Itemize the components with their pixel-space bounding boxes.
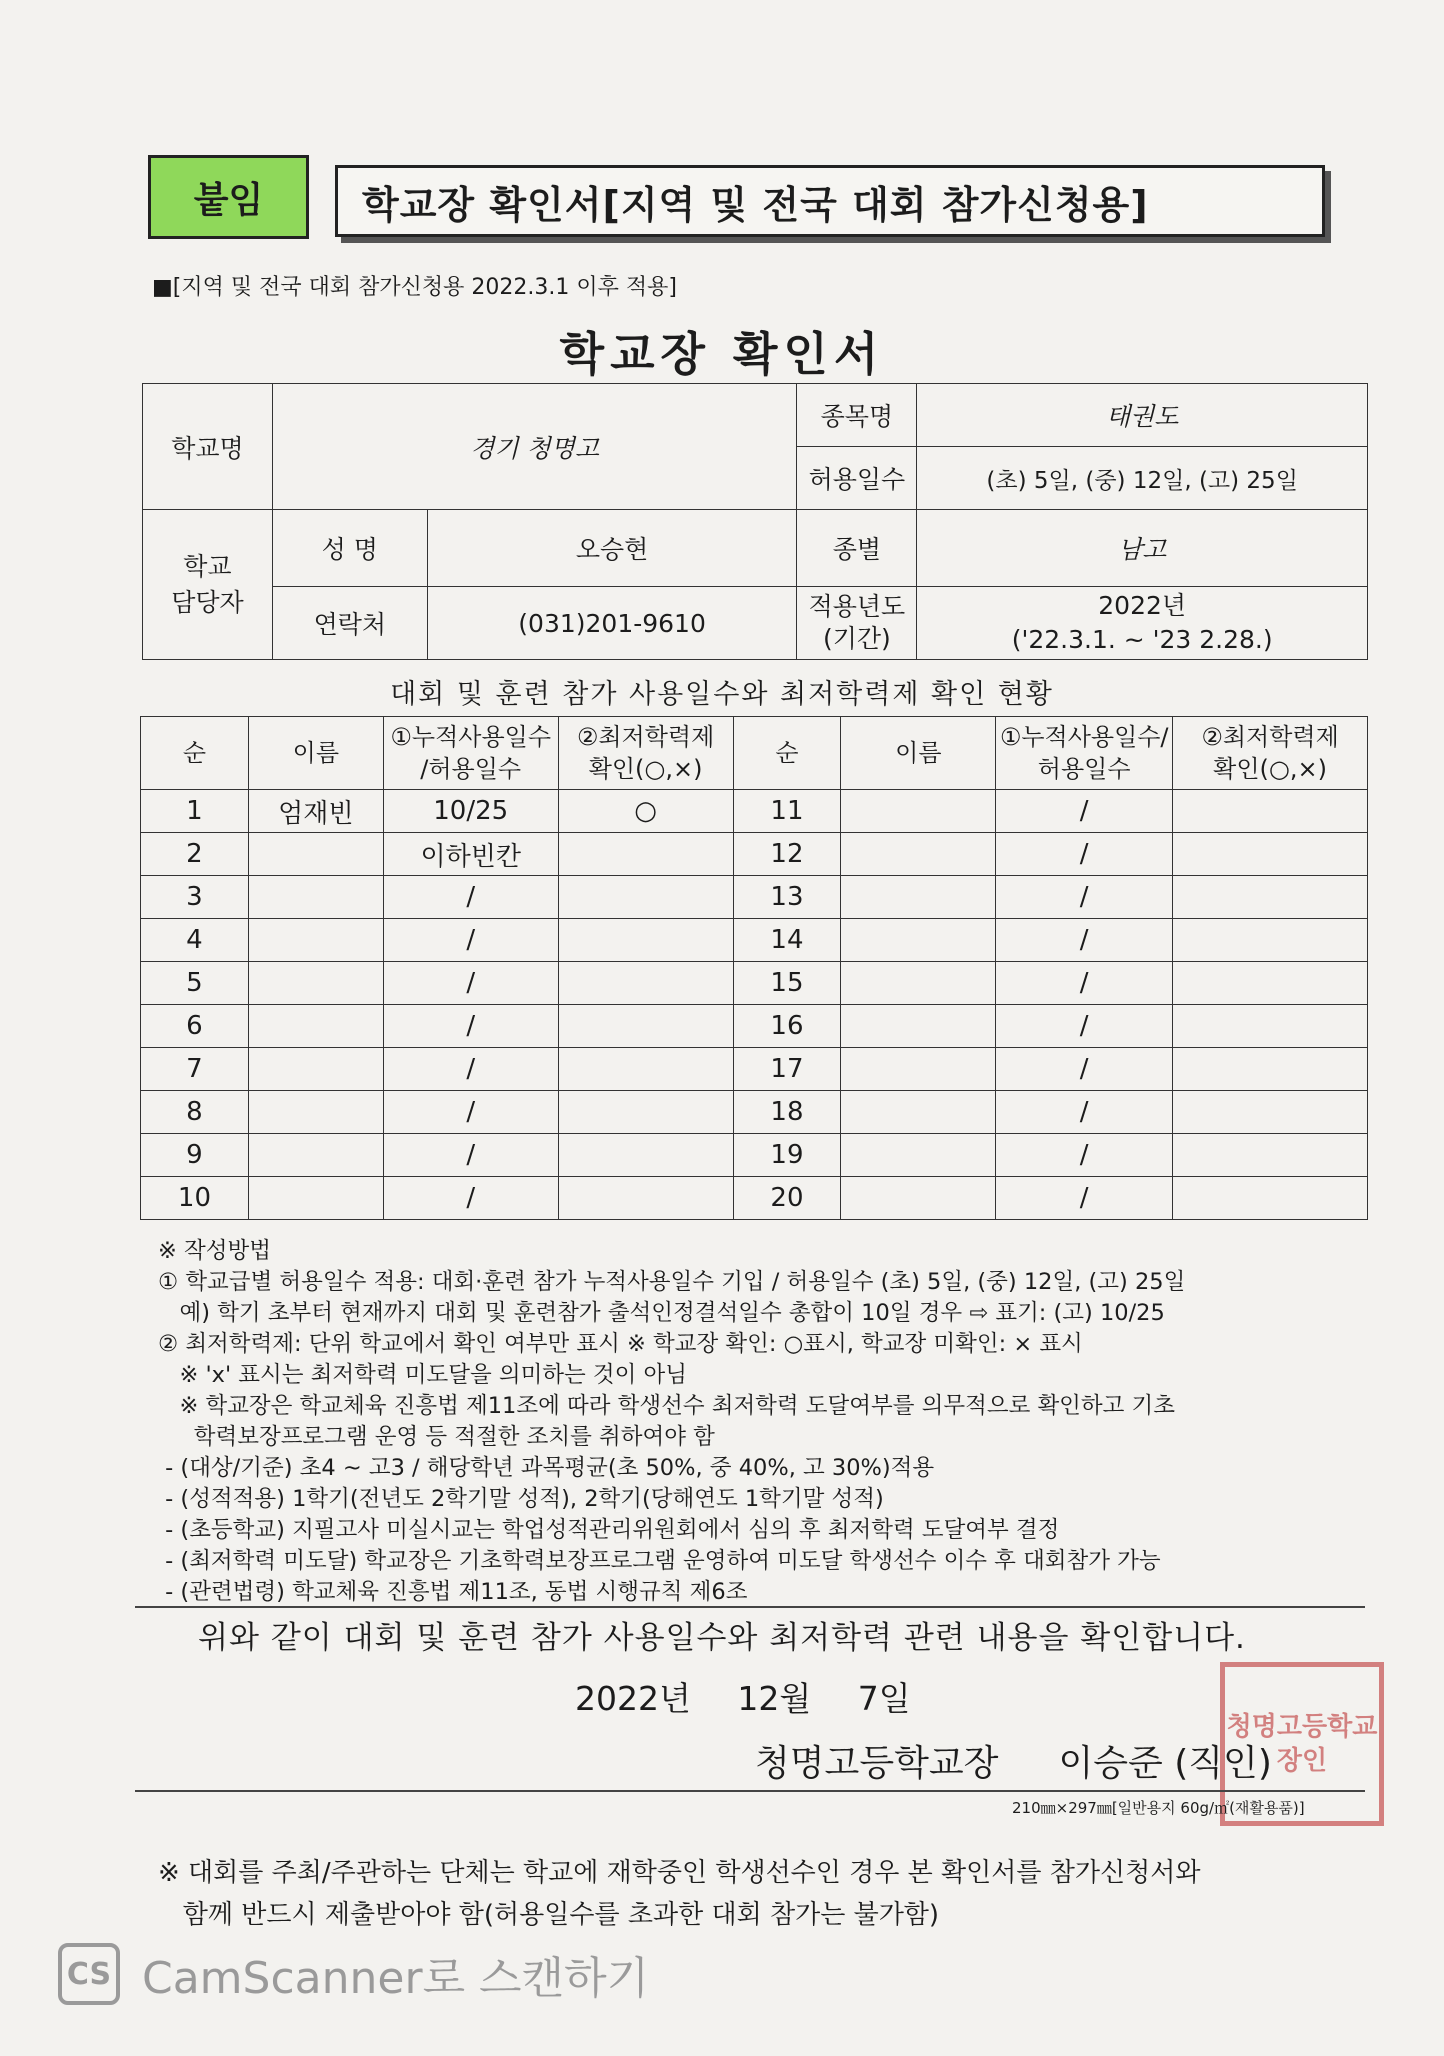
cell-check bbox=[558, 1005, 733, 1048]
table-row bbox=[141, 833, 1368, 876]
event-label: 종목명 bbox=[797, 384, 917, 447]
table-row bbox=[141, 876, 1368, 919]
manager-label: 학교 담당자 bbox=[143, 510, 273, 660]
table-row bbox=[141, 1134, 1368, 1177]
header-days-2: ①누적사용일수/ 허용일수 bbox=[996, 717, 1173, 790]
cell-no2: 11 bbox=[733, 790, 841, 833]
cell-days: 이하빈칸 bbox=[383, 833, 558, 876]
cell-name bbox=[248, 1005, 383, 1048]
cell-name bbox=[248, 1048, 383, 1091]
cell-name bbox=[248, 962, 383, 1005]
cell-name2 bbox=[841, 1005, 996, 1048]
cell-name2 bbox=[841, 919, 996, 962]
cell-days2: / bbox=[996, 833, 1173, 876]
table-row bbox=[141, 1091, 1368, 1134]
period-value: 2022년 ('22.3.1. ~ '23 2.28.) bbox=[917, 587, 1368, 660]
document-title: 학교장 확인서 bbox=[559, 327, 885, 381]
cell-no: 1 bbox=[141, 790, 249, 833]
cell-days2: / bbox=[996, 790, 1173, 833]
cell-days2: / bbox=[996, 1005, 1173, 1048]
period-label: 적용년도 (기간) bbox=[797, 587, 917, 660]
cell-days: / bbox=[383, 1091, 558, 1134]
cell-name2 bbox=[841, 876, 996, 919]
cell-days: / bbox=[383, 876, 558, 919]
paper-note: 210㎜×297㎜[일반용지 60g/㎡(재활용품)] bbox=[1012, 1799, 1305, 1817]
camscanner-watermark bbox=[58, 1942, 649, 2006]
cell-no2: 18 bbox=[733, 1091, 841, 1134]
cell-check bbox=[558, 1177, 733, 1220]
cell-check bbox=[558, 1091, 733, 1134]
event-value: 태권도 bbox=[917, 384, 1368, 447]
table-row bbox=[141, 1005, 1368, 1048]
cell-days2: / bbox=[996, 1134, 1173, 1177]
cell-check2 bbox=[1173, 1134, 1368, 1177]
method-line: - (성적적용) 1학기(전년도 2학기말 성적), 2학기(당해연도 1학기말 성적) bbox=[158, 1486, 884, 1512]
divider bbox=[135, 1606, 1365, 1608]
cell-name bbox=[248, 919, 383, 962]
method-line: - (최저학력 미도달) 학교장은 기초학력보장프로그램 운영하여 미도달 학생선수 이수 후 대회참가 가능 bbox=[158, 1548, 1161, 1574]
confirm-text: 위와 같이 대회 및 훈련 참가 사용일수와 최저학력 관련 내용을 확인합니다. bbox=[198, 1620, 1246, 1656]
cell-name2 bbox=[841, 1048, 996, 1091]
cell-check: ○ bbox=[558, 790, 733, 833]
contact-value: (031)201-9610 bbox=[427, 587, 797, 660]
cell-name2 bbox=[841, 1177, 996, 1220]
cell-days: 10/25 bbox=[383, 790, 558, 833]
cell-days2: / bbox=[996, 1048, 1173, 1091]
cell-no: 3 bbox=[141, 876, 249, 919]
divider-bottom bbox=[135, 1790, 1365, 1792]
cell-no2: 13 bbox=[733, 876, 841, 919]
applied-note: ■[지역 및 전국 대회 참가신청용 2022.3.1 이후 적용] bbox=[152, 275, 677, 300]
header-title: 학교장 확인서[지역 및 전국 대회 참가신청용] bbox=[335, 165, 1325, 237]
cell-no2: 19 bbox=[733, 1134, 841, 1177]
cell-days2: / bbox=[996, 1177, 1173, 1220]
cell-check2 bbox=[1173, 1048, 1368, 1091]
cell-name2 bbox=[841, 790, 996, 833]
cell-check2 bbox=[1173, 833, 1368, 876]
sign-date: 2022년 12월 7일 bbox=[575, 1679, 911, 1718]
cell-no: 6 bbox=[141, 1005, 249, 1048]
allowed-label: 허용일수 bbox=[797, 447, 917, 510]
method-line: - (관련법령) 학교체육 진흥법 제11조, 동법 시행규칙 제6조 bbox=[158, 1579, 748, 1605]
method-line: ※ 학교장은 학교체육 진흥법 제11조에 따라 학생선수 최저학력 도달여부를 의무적으로 확인하고 기초 bbox=[158, 1393, 1176, 1419]
cell-name2 bbox=[841, 962, 996, 1005]
cell-no: 5 bbox=[141, 962, 249, 1005]
cell-no2: 16 bbox=[733, 1005, 841, 1048]
camscanner-text: CamScanner로 스캔하기 bbox=[142, 1953, 650, 2004]
cell-name2 bbox=[841, 1134, 996, 1177]
cell-check bbox=[558, 876, 733, 919]
name-value: 오승현 bbox=[427, 510, 797, 587]
name-label: 성 명 bbox=[272, 510, 427, 587]
method-line: ② 최저학력제: 단위 학교에서 확인 여부만 표시 ※ 학교장 확인: ○표시, 학교장 미확인: × 표시 bbox=[158, 1331, 1083, 1357]
cell-no: 9 bbox=[141, 1134, 249, 1177]
cell-check2 bbox=[1173, 1091, 1368, 1134]
footer-note: ※ 대회를 주최/주관하는 단체는 학교에 재학중인 학생선수인 경우 본 확인서를 참가신청서와 함께 반드시 제출받아야 함(허용일수를 초과한 대회 참가는 불가함) bbox=[158, 1858, 1201, 1930]
cell-name bbox=[248, 1134, 383, 1177]
cell-name2 bbox=[841, 1091, 996, 1134]
method-line: 예) 학기 초부터 현재까지 대회 및 훈련참가 출석인정결석일수 총합이 10일 경우 ⇨ 표기: (고) 10/25 bbox=[158, 1300, 1165, 1326]
gender-label: 종별 bbox=[797, 510, 917, 587]
cell-no2: 12 bbox=[733, 833, 841, 876]
method-line: ※ 작성방법 bbox=[158, 1238, 271, 1264]
header-no: 순 bbox=[141, 717, 249, 790]
cell-check2 bbox=[1173, 790, 1368, 833]
cell-days: / bbox=[383, 1177, 558, 1220]
cell-check2 bbox=[1173, 1177, 1368, 1220]
method-line: ※ 'x' 표시는 최저학력 미도달을 의미하는 것이 아님 bbox=[158, 1362, 688, 1388]
allowed-value: (초) 5일, (중) 12일, (고) 25일 bbox=[917, 447, 1368, 510]
cell-days: / bbox=[383, 1048, 558, 1091]
cell-name bbox=[248, 876, 383, 919]
header-days: ①누적사용일수 /허용일수 bbox=[383, 717, 558, 790]
method-line: 학력보장프로그램 운영 등 적절한 조치를 취하여야 함 bbox=[158, 1424, 715, 1450]
school-label: 학교명 bbox=[143, 384, 273, 510]
gender-value: 남고 bbox=[917, 510, 1368, 587]
table-row bbox=[141, 790, 1368, 833]
cell-days2: / bbox=[996, 876, 1173, 919]
camscanner-icon: CS bbox=[58, 1943, 120, 2005]
cell-check bbox=[558, 962, 733, 1005]
section-title: 대회 및 훈련 참가 사용일수와 최저학력제 확인 현황 bbox=[390, 679, 1054, 710]
cell-check2 bbox=[1173, 876, 1368, 919]
school-value: 경기 청명고 bbox=[272, 384, 797, 510]
cell-no2: 14 bbox=[733, 919, 841, 962]
cell-no: 7 bbox=[141, 1048, 249, 1091]
usage-table bbox=[140, 716, 1368, 1220]
cell-days2: / bbox=[996, 919, 1173, 962]
header-name: 이름 bbox=[248, 717, 383, 790]
cell-no: 8 bbox=[141, 1091, 249, 1134]
cell-check bbox=[558, 833, 733, 876]
cell-days: / bbox=[383, 919, 558, 962]
cell-days2: / bbox=[996, 962, 1173, 1005]
table-row bbox=[141, 962, 1368, 1005]
writing-method bbox=[158, 1236, 1358, 1608]
cell-days: / bbox=[383, 1005, 558, 1048]
info-table bbox=[142, 383, 1368, 660]
cell-days: / bbox=[383, 962, 558, 1005]
cell-no2: 15 bbox=[733, 962, 841, 1005]
attachment-badge: 붙임 bbox=[148, 155, 309, 239]
table-row bbox=[141, 919, 1368, 962]
cell-check bbox=[558, 919, 733, 962]
header-check: ②최저학력제 확인(○,×) bbox=[558, 717, 733, 790]
method-line: ① 학교급별 허용일수 적용: 대회·훈련 참가 누적사용일수 기입 / 허용일수 (초) 5일, (중) 12일, (고) 25일 bbox=[158, 1269, 1186, 1295]
cell-no2: 17 bbox=[733, 1048, 841, 1091]
cell-days: / bbox=[383, 1134, 558, 1177]
contact-label: 연락처 bbox=[272, 587, 427, 660]
method-line: - (초등학교) 지필고사 미실시교는 학업성적관리위원회에서 심의 후 최저학력 도달여부 결정 bbox=[158, 1517, 1060, 1543]
cell-no: 4 bbox=[141, 919, 249, 962]
cell-check2 bbox=[1173, 919, 1368, 962]
cell-no: 10 bbox=[141, 1177, 249, 1220]
cell-check bbox=[558, 1048, 733, 1091]
table-row bbox=[141, 1177, 1368, 1220]
header-check-2: ②최저학력제 확인(○,×) bbox=[1173, 717, 1368, 790]
signature-line: 청명고등학교장 이승준 (직인) bbox=[755, 1743, 1272, 1784]
cell-check bbox=[558, 1134, 733, 1177]
cell-name bbox=[248, 1177, 383, 1220]
official-seal: 청명고등학교장인 bbox=[1220, 1662, 1384, 1826]
cell-no2: 20 bbox=[733, 1177, 841, 1220]
cell-check2 bbox=[1173, 962, 1368, 1005]
cell-name bbox=[248, 833, 383, 876]
usage-header-row bbox=[141, 717, 1368, 790]
header-name-2: 이름 bbox=[841, 717, 996, 790]
table-row bbox=[141, 1048, 1368, 1091]
header-no-2: 순 bbox=[733, 717, 841, 790]
cell-check2 bbox=[1173, 1005, 1368, 1048]
cell-name bbox=[248, 1091, 383, 1134]
cell-days2: / bbox=[996, 1091, 1173, 1134]
method-line: - (대상/기준) 초4 ~ 고3 / 해당학년 과목평균(초 50%, 중 40%, 고 30%)적용 bbox=[158, 1455, 935, 1481]
cell-name2 bbox=[841, 833, 996, 876]
cell-no: 2 bbox=[141, 833, 249, 876]
cell-name: 엄재빈 bbox=[248, 790, 383, 833]
